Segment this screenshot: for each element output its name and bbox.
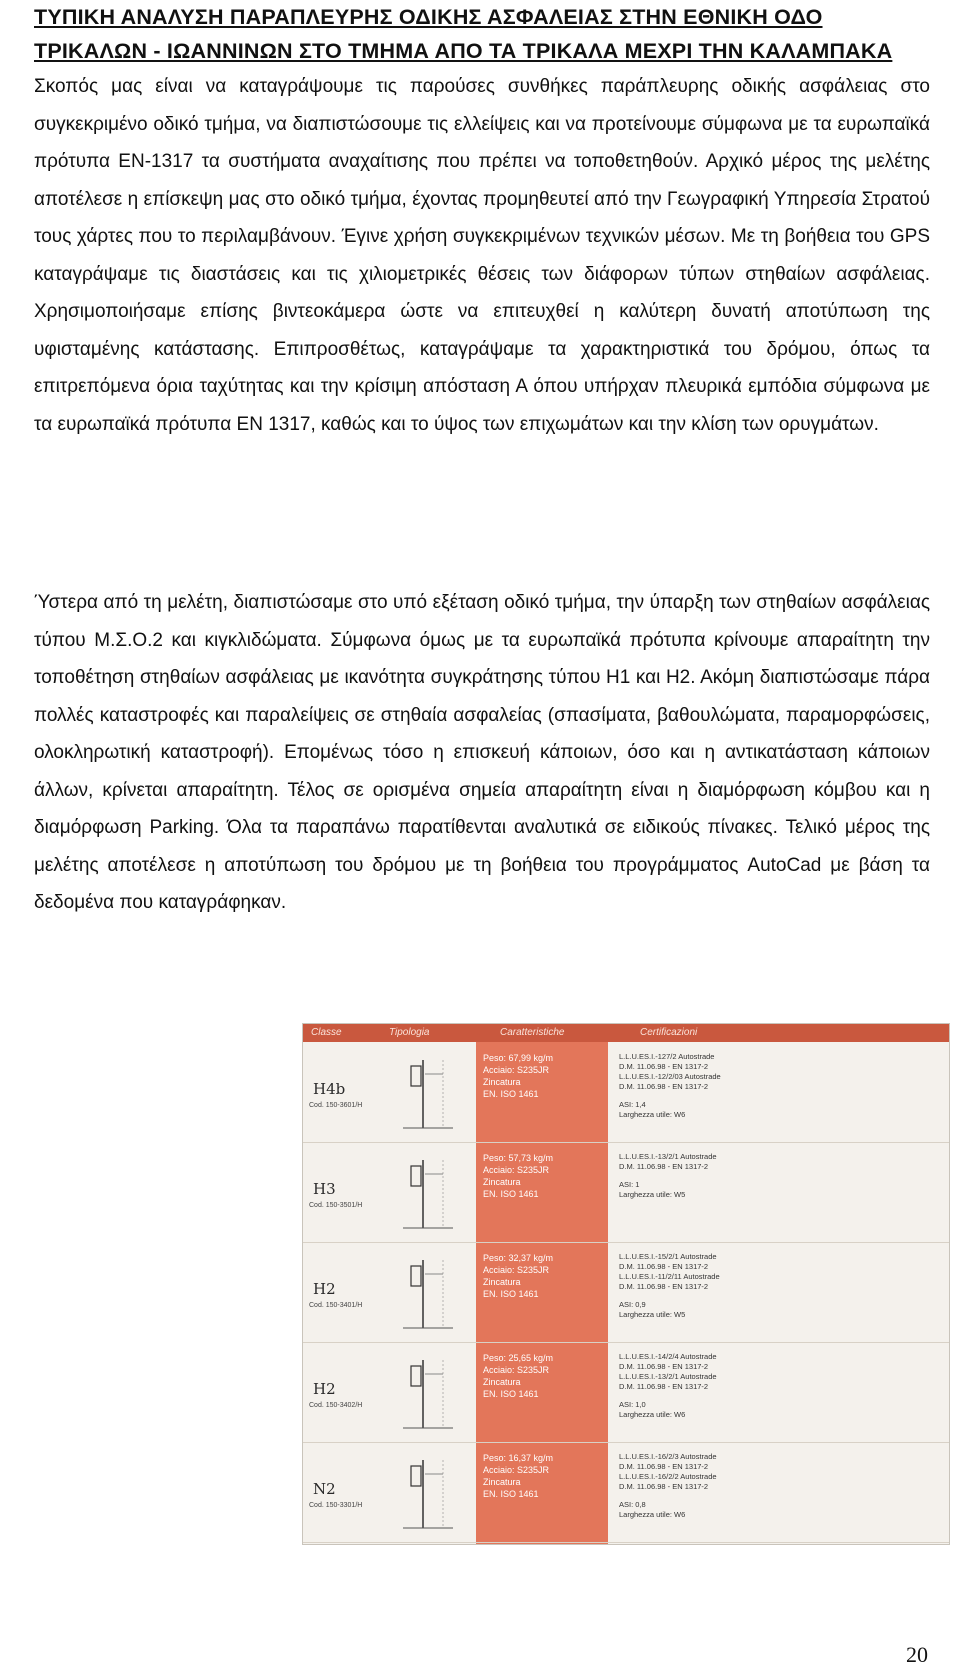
spec-line: EN. ISO 1461 [483, 1289, 539, 1299]
cert-line: L.L.U.ES.I.-127/2 Autostrade [619, 1052, 715, 1061]
spec-line: Acciaio: S235JR [483, 1465, 550, 1475]
cert-note-line: ASI: 1,0 [619, 1400, 646, 1409]
cert-line: D.M. 11.06.98 - EN 1317-2 [619, 1162, 709, 1171]
cert-note-line: ASI: 0,8 [619, 1500, 646, 1509]
figure-row-certifications [619, 1152, 717, 1200]
cert-note-line: Larghezza utile: W5 [619, 1190, 686, 1199]
figure-row-certifications [619, 1352, 717, 1420]
cert-line: L.L.U.ES.I.-12/2/03 Autostrade [619, 1072, 721, 1081]
spec-line: Zincatura [483, 1077, 521, 1087]
figure-header-row [303, 1024, 949, 1042]
spec-line: Acciaio: S235JR [483, 1265, 550, 1275]
figure-row-certifications [619, 1052, 721, 1120]
figure-row-code: Cod. 150-3301/H [309, 1502, 363, 1509]
figure-row-class: H3 [313, 1180, 336, 1198]
figure-row-code: Cod. 150-3601/H [309, 1102, 363, 1109]
cert-line: D.M. 11.06.98 - EN 1317-2 [619, 1382, 709, 1391]
cert-line: D.M. 11.06.98 - EN 1317-2 [619, 1282, 709, 1291]
spec-line: EN. ISO 1461 [483, 1089, 539, 1099]
spec-line: Peso: 25,65 kg/m [483, 1353, 554, 1363]
figure-row-certifications [619, 1452, 717, 1520]
spec-line: Acciaio: S235JR [483, 1065, 550, 1075]
figure-row [303, 1042, 949, 1143]
figure-row [303, 1142, 949, 1243]
spec-line: Zincatura [483, 1177, 521, 1187]
body-paragraph-2: Ύστερα από τη μελέτη, διαπιστώσαμε στο υπό εξέταση οδικό τμήμα, την ύπαρξη των στηθαίων ασφάλειας τύπου Μ.Σ.Ο.2 και κιγκλιδώματα. Σύμφωνα όμως με τα ευρωπαϊκά πρότυπα κρίνουμε απαραίτητη την τοποθέτηση στηθαίων ασφάλειας με ικανότητα συγκράτησης τύπου Η1 και Η2. Ακόμη διαπιστώσαμε πάρα πολλές καταστροφές και παραλείψεις σε στηθαία ασφαλείας (σπασίματα, βαθουλώματα, παραμορφώσεις, ολοκληρωτική καταστροφή). Επομένως τόσο η επισκευή κάποιων, όσο και η αντικατάσταση κάποιων άλλων, κρίνεται απαραίτητη. Τέλος σε ορισμένα σημεία απαραίτητη είναι η διαμόρφωση κόμβου και η διαμόρφωση Parking. Όλα τα παραπάνω παρατίθενται αναλυτικά σε ειδικούς πίνακες. Τελικό μέρος της μελέτης αποτέλεσε η αποτύπωση του δρόμου με τη βοήθεια του προγράμματος AutoCad με βάση τα δεδομένα που καταγράφηκαν. [34, 592, 930, 913]
spec-line: EN. ISO 1461 [483, 1389, 539, 1399]
spec-line: Zincatura [483, 1277, 521, 1287]
figure-row-specs [483, 1452, 553, 1500]
spec-line: EN. ISO 1461 [483, 1489, 539, 1499]
figure-row-class: H4b [313, 1080, 346, 1098]
spec-line: Peso: 32,37 kg/m [483, 1253, 554, 1263]
cert-line: L.L.U.ES.I.-13/2/1 Autostrade [619, 1152, 717, 1161]
cert-line: L.L.U.ES.I.-14/2/4 Autostrade [619, 1352, 717, 1361]
cert-note-line: Larghezza utile: W6 [619, 1110, 686, 1119]
cert-line: L.L.U.ES.I.-16/2/3 Autostrade [619, 1452, 717, 1461]
cert-note-line: Larghezza utile: W6 [619, 1510, 686, 1519]
spec-line: Zincatura [483, 1377, 521, 1387]
guardrail-profile-drawing [383, 1454, 473, 1534]
cert-line: L.L.U.ES.I.-15/2/1 Autostrade [619, 1252, 717, 1261]
figure-row-class: H2 [313, 1280, 336, 1298]
figure-row-specs [483, 1152, 553, 1200]
spec-line: Zincatura [483, 1477, 521, 1487]
figure-row-specs [483, 1052, 553, 1100]
spec-line: Peso: 16,37 kg/m [483, 1453, 554, 1463]
figure-row-specs [483, 1252, 553, 1300]
figure-row [303, 1442, 949, 1543]
figure-row-code: Cod. 150-3401/H [309, 1302, 363, 1309]
cert-note-line: Larghezza utile: W6 [619, 1410, 686, 1419]
document-title-line-1: ΤΥΠΙΚΗ ΑΝΑΛΥΣΗ ΠΑΡΑΠΛΕΥΡΗΣ ΟΔΙΚΗΣ ΑΣΦΑΛΕΙΑΣ ΣΤΗΝ ΕΘΝΙΚΗ ΟΔΟ [34, 5, 823, 29]
guardrail-profile-drawing [383, 1254, 473, 1334]
guardrail-types-figure [302, 1023, 950, 1545]
figure-row [303, 1342, 949, 1443]
figure-row-class: N2 [313, 1480, 336, 1498]
cert-line: D.M. 11.06.98 - EN 1317-2 [619, 1262, 709, 1271]
document-title-line-2: ΤΡΙΚΑΛΩΝ - ΙΩΑΝΝΙΝΩΝ ΣΤΟ ΤΜΗΜΑ ΑΠΟ ΤΑ ΤΡΙΚΑΛΑ ΜΕΧΡΙ ΤΗΝ ΚΑΛΑΜΠΑΚΑ [34, 39, 893, 63]
figure-header-classe: Classe [311, 1027, 342, 1038]
figure-row-code: Cod. 150-3501/H [309, 1202, 363, 1209]
guardrail-profile-drawing [383, 1354, 473, 1434]
figure-row [303, 1242, 949, 1343]
figure-row-specs [483, 1352, 553, 1400]
spec-line: Peso: 67,99 kg/m [483, 1053, 554, 1063]
cert-line: D.M. 11.06.98 - EN 1317-2 [619, 1482, 709, 1491]
spec-line: Acciaio: S235JR [483, 1365, 550, 1375]
cert-note-line: Larghezza utile: W5 [619, 1310, 686, 1319]
figure-row-class: H2 [313, 1380, 336, 1398]
figure-row-code: Cod. 150-3402/H [309, 1402, 363, 1409]
cert-line: D.M. 11.06.98 - EN 1317-2 [619, 1462, 709, 1471]
figure-header-certificazioni: Certificazioni [640, 1027, 698, 1038]
figure-header-tipologia: Tipologia [389, 1027, 430, 1038]
spec-line: Acciaio: S235JR [483, 1165, 550, 1175]
cert-line: L.L.U.ES.I.-11/2/11 Autostrade [619, 1272, 720, 1281]
figure-row-certifications [619, 1252, 720, 1320]
spec-line: Peso: 57,73 kg/m [483, 1153, 554, 1163]
cert-note-line: ASI: 1,4 [619, 1100, 646, 1109]
cert-line: L.L.U.ES.I.-16/2/2 Autostrade [619, 1472, 717, 1481]
body-paragraph-1: Σκοπός μας είναι να καταγράψουμε τις παρούσες συνθήκες παράπλευρης οδικής ασφάλειας στο συγκεκριμένο οδικό τμήμα, να διαπιστώσουμε τις ελλείψεις και να προτείνουμε σύμφωνα με τα ευρωπαϊκά πρότυπα ΕΝ-1317 τα συστήματα αναχαίτισης που πρέπει να τοποθετηθούν. Αρχικό μέρος της μελέτης αποτέλεσε η επίσκεψη μας στο οδικό τμήμα, έχοντας προμηθευτεί από την Γεωγραφική Υπηρεσία Στρατού τους χάρτες που το περιλαμβάνουν. Έγινε χρήση συγκεκριμένων τεχνικών μέσων. Με τη βοήθεια του GPS καταγράψαμε τις διαστάσεις και τις χιλιομετρικές θέσεις των διάφορων τύπων στηθαίων ασφάλειας. Χρησιμοποιήσαμε επίσης βιντεοκάμερα ώστε να επιτευχθεί η καλύτερη δυνατή αποτύπωση της υφισταμένης κατάστασης. Επιπροσθέτως, καταγράψαμε τα χαρακτηριστικά του δρόμου, όπως τα επιτρεπόμενα όρια ταχύτητας και την κρίσιμη απόσταση Α όπου υπήρχαν πλευρικά εμπόδια σύμφωνα με τα ευρωπαϊκά πρότυπα ΕΝ 1317, καθώς και το ύψος των επιχωμάτων και την κλίση των ορυγμάτων. [34, 76, 930, 435]
cert-line: D.M. 11.06.98 - EN 1317-2 [619, 1062, 709, 1071]
page-number: 20 [906, 1642, 928, 1667]
spec-line: EN. ISO 1461 [483, 1189, 539, 1199]
figure-header-caratteristiche: Caratteristiche [500, 1027, 565, 1038]
guardrail-profile-drawing [383, 1054, 473, 1134]
cert-note-line: ASI: 0,9 [619, 1300, 646, 1309]
guardrail-profile-drawing [383, 1154, 473, 1234]
cert-line: L.L.U.ES.I.-13/2/1 Autostrade [619, 1372, 717, 1381]
cert-note-line: ASI: 1 [619, 1180, 640, 1189]
cert-line: D.M. 11.06.98 - EN 1317-2 [619, 1362, 709, 1371]
cert-line: D.M. 11.06.98 - EN 1317-2 [619, 1082, 709, 1091]
